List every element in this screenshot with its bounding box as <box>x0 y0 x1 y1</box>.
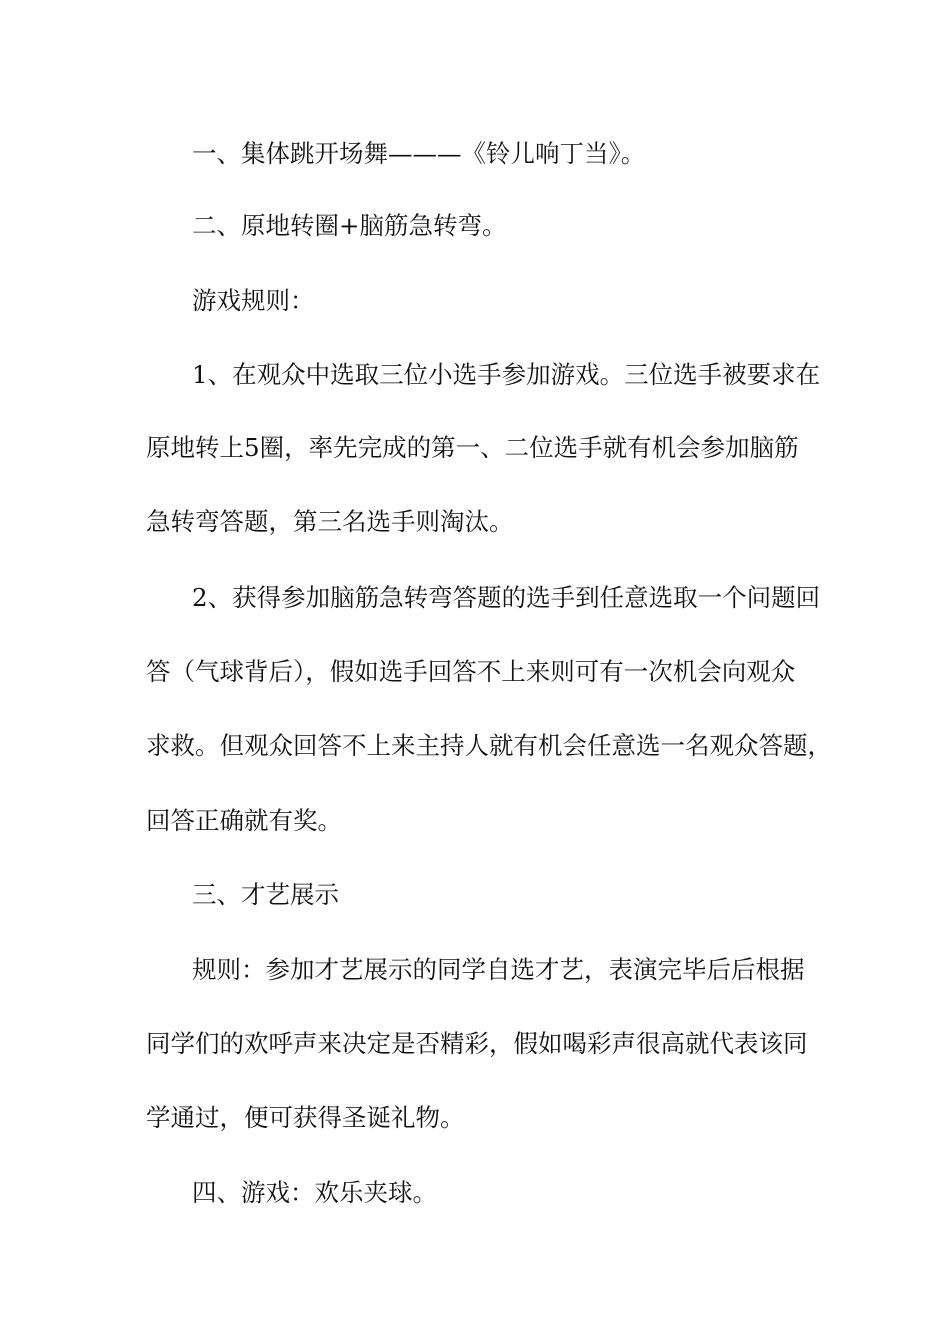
paragraph-talent-line2: 同学们的欢呼声来决定是否精彩，假如喝彩声很高就代表该同 <box>146 1029 808 1058</box>
heading-talent-show: 三、才艺展示 <box>192 880 339 909</box>
paragraph-talent-line1: 规则：参加才艺展示的同学自选才艺，表演完毕后后根据 <box>192 955 805 984</box>
paragraph-rule2-line3: 求救。但观众回答不上来主持人就有机会任意选一名观众答题， <box>146 731 832 760</box>
paragraph-rule2-line2: 答（气球背后），假如选手回答不上来则可有一次机会向观众 <box>146 657 796 686</box>
heading-opening-dance: 一、集体跳开场舞———《铃儿响丁当》。 <box>192 139 646 168</box>
heading-spin-riddle: 二、原地转圈+脑筋急转弯。 <box>192 211 507 240</box>
paragraph-rule1-line3: 急转弯答题，第三名选手则淘汰。 <box>146 507 514 536</box>
heading-ball-game: 四、游戏：欢乐夹球。 <box>192 1178 437 1207</box>
paragraph-rule2-line1: 2、获得参加脑筋急转弯答题的选手到任意选取一个问题回 <box>192 583 821 612</box>
paragraph-rule1-line1: 1、在观众中选取三位小选手参加游戏。三位选手被要求在 <box>192 360 821 389</box>
paragraph-rule1-line2: 原地转上5圈，率先完成的第一、二位选手就有机会参加脑筋 <box>146 433 799 462</box>
paragraph-rule2-line4: 回答正确就有奖。 <box>146 806 342 835</box>
paragraph-talent-line3: 学通过，便可获得圣诞礼物。 <box>146 1103 465 1132</box>
heading-game-rules: 游戏规则： <box>192 286 315 315</box>
